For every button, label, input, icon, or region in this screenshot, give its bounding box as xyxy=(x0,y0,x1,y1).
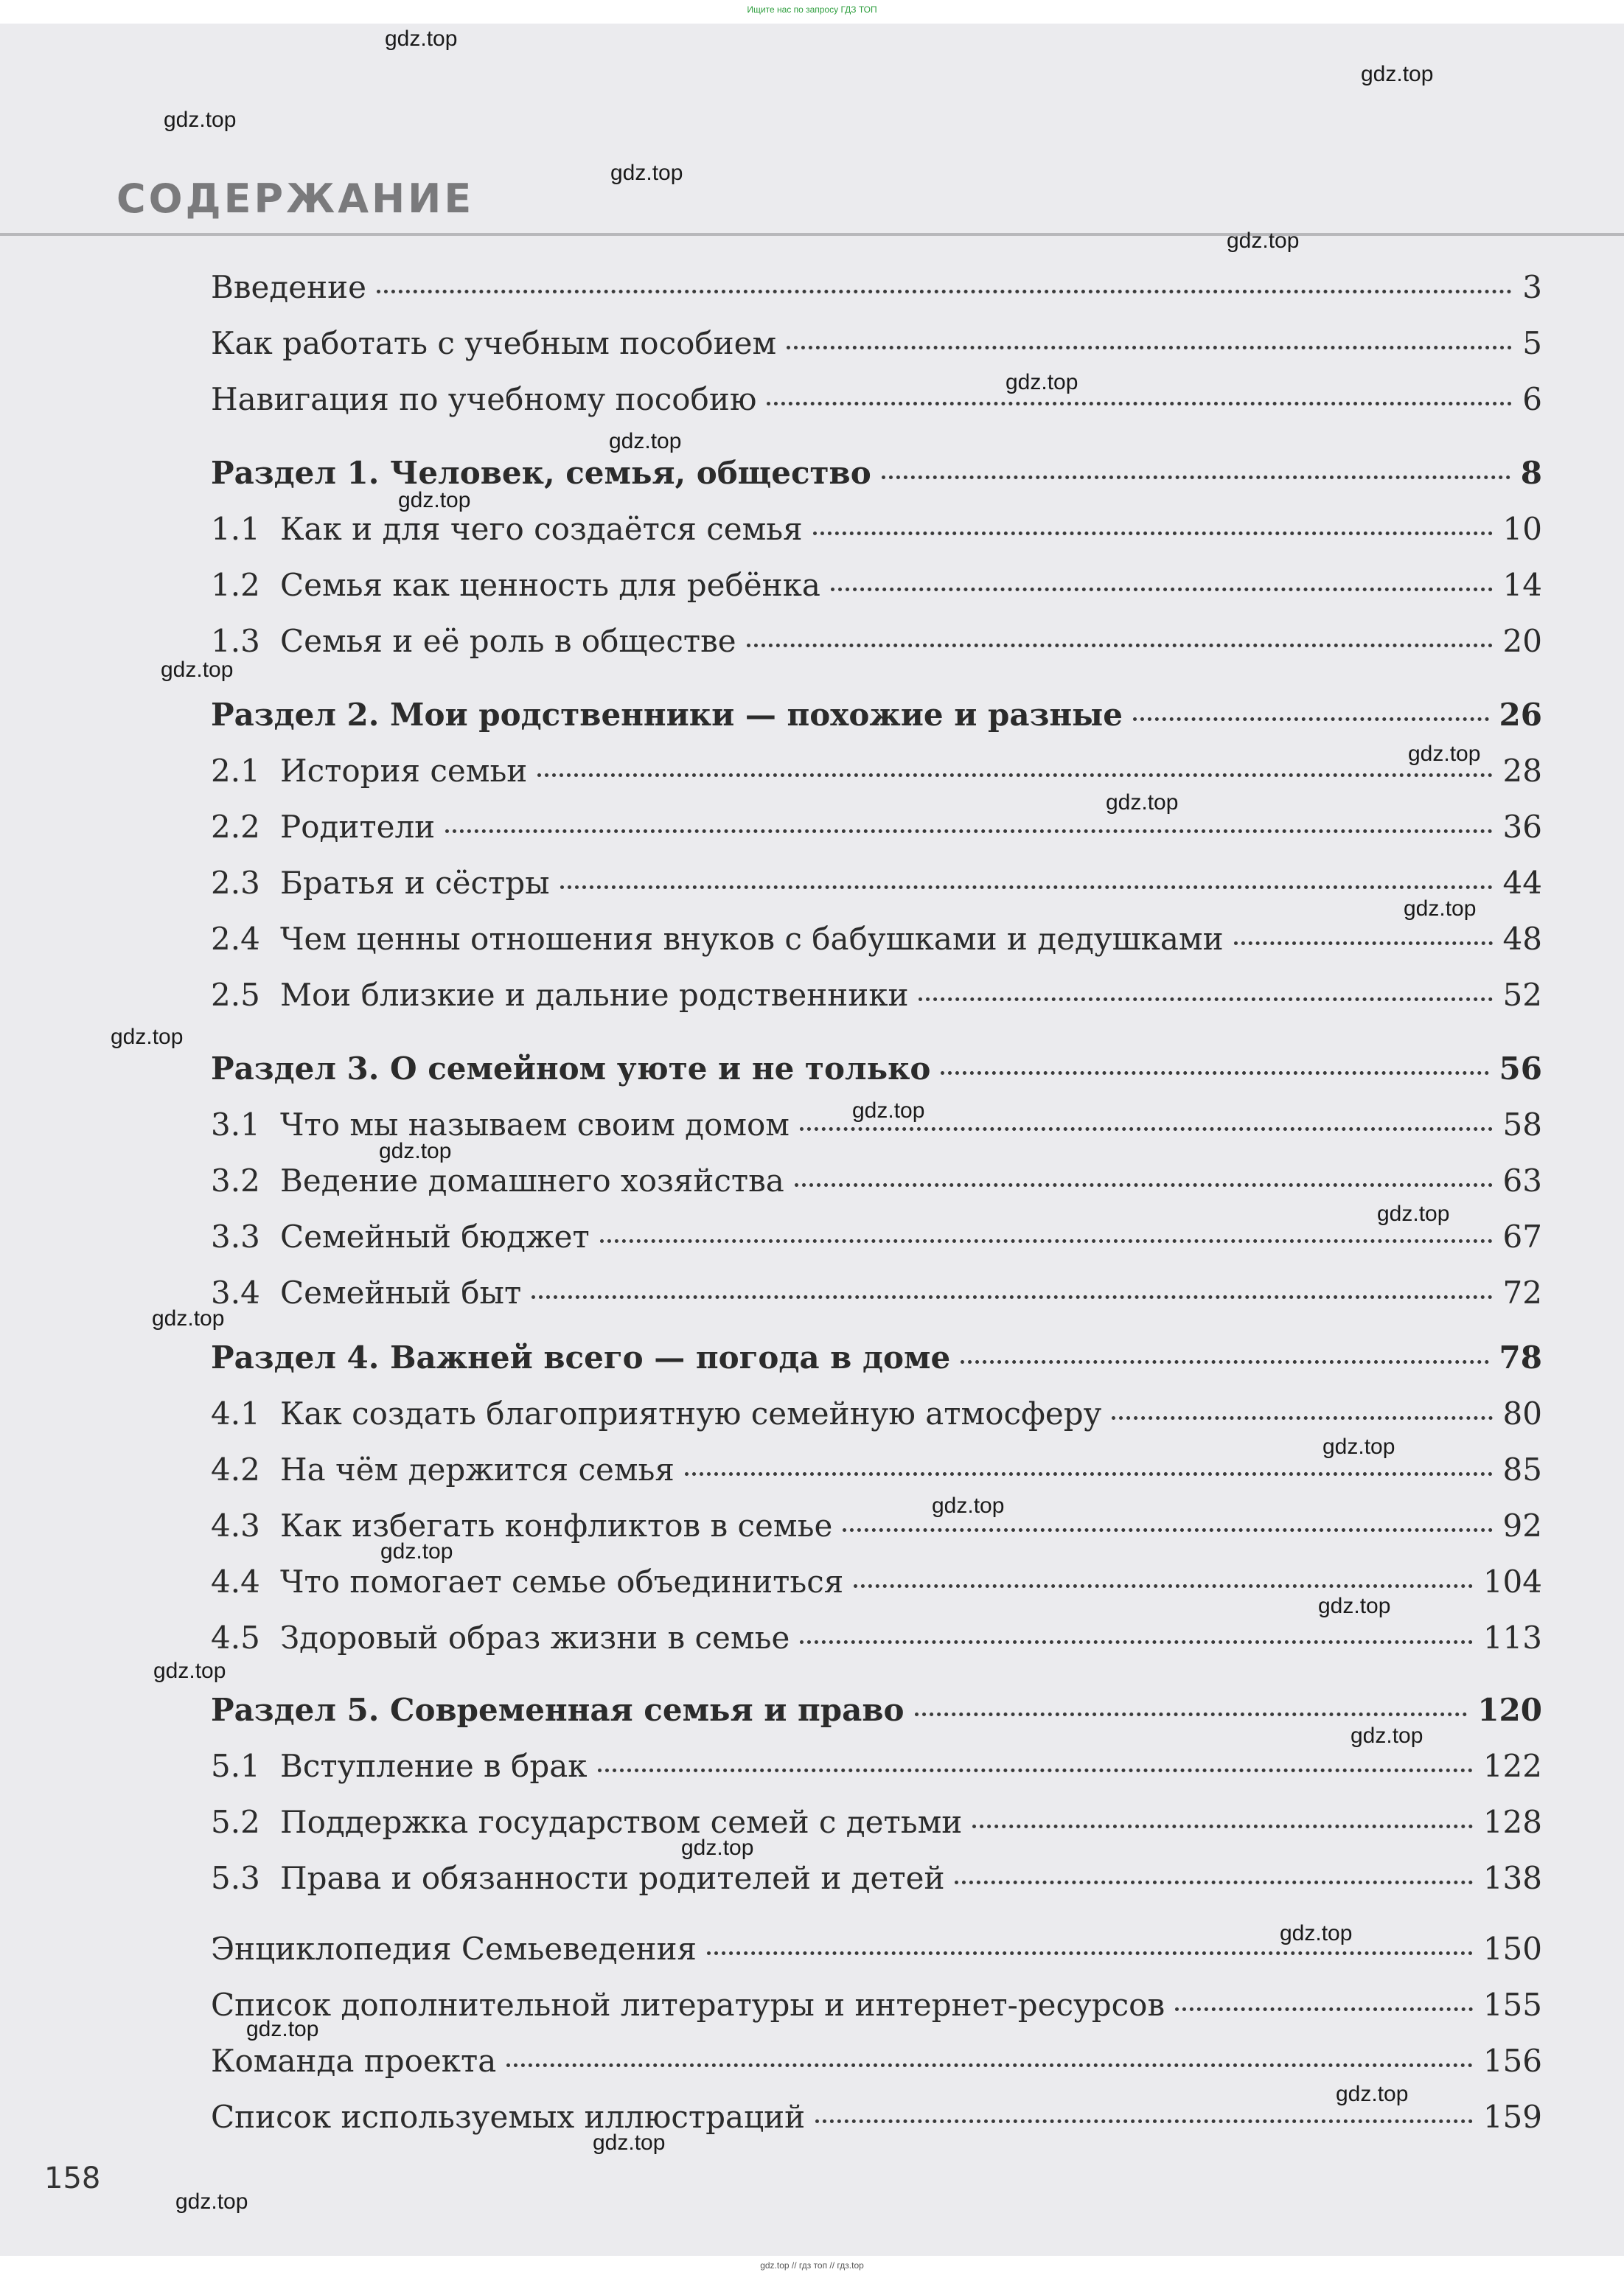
toc-dot-leader xyxy=(537,773,1492,777)
toc-item-number: 5.1 xyxy=(211,1748,260,1784)
toc-item-page: 44 xyxy=(1502,865,1542,901)
toc-item-title: Как работать с учебным пособием xyxy=(211,325,777,361)
toc-item-number: 2.3 xyxy=(211,865,260,901)
toc-item-number: 2.5 xyxy=(211,977,260,1013)
toc-item-title: Семейный быт xyxy=(280,1275,522,1311)
toc-item-title: Поддержка государством семей с детьми xyxy=(280,1804,963,1840)
toc-item-page: 63 xyxy=(1502,1163,1542,1199)
watermark: gdz.top xyxy=(111,1025,184,1049)
toc-dot-leader xyxy=(955,1881,1472,1884)
toc-item-page: 56 xyxy=(1499,1051,1542,1087)
toc-dot-leader xyxy=(919,997,1492,1001)
toc-dot-leader xyxy=(843,1528,1492,1532)
watermark: gdz.top xyxy=(1377,1202,1450,1226)
toc-dot-leader xyxy=(1112,1416,1492,1420)
toc-item-title: Родители xyxy=(280,809,436,845)
toc-item-page: 67 xyxy=(1502,1219,1542,1255)
toc-item-page: 3 xyxy=(1522,269,1542,305)
toc-dot-leader xyxy=(1133,717,1489,721)
watermark: gdz.top xyxy=(1351,1724,1423,1748)
watermark: gdz.top xyxy=(246,2017,319,2041)
toc-item-page: 36 xyxy=(1502,809,1542,845)
watermark: gdz.top xyxy=(681,1836,754,1860)
toc-dot-leader xyxy=(854,1584,1473,1588)
toc-row xyxy=(211,1271,1542,1315)
toc-dot-leader xyxy=(800,1127,1493,1131)
watermark: gdz.top xyxy=(161,658,234,682)
toc-row xyxy=(211,2039,1542,2083)
toc-item-title: Раздел 4. Важней всего — погода в доме xyxy=(211,1339,951,1376)
toc-row xyxy=(211,973,1542,1017)
toc-item-title: История семьи xyxy=(280,753,528,789)
toc-item-title: Семейный бюджет xyxy=(280,1219,590,1255)
toc-dot-leader xyxy=(800,1640,1473,1644)
toc-item-page: 156 xyxy=(1482,2043,1542,2079)
watermark: gdz.top xyxy=(593,2131,666,2155)
toc-item-title: Здоровый образ жизни в семье xyxy=(280,1620,790,1656)
toc-item-title: Что мы называем своим домом xyxy=(280,1107,790,1143)
bottom-note: gdz.top // гдз топ // гдз.top xyxy=(760,2260,864,2271)
toc-dot-leader xyxy=(707,1951,1473,1955)
watermark: gdz.top xyxy=(1006,370,1078,394)
watermark: gdz.top xyxy=(379,1139,452,1163)
toc-item-title: Энциклопедия Семьеведения xyxy=(211,1931,697,1967)
watermark: gdz.top xyxy=(609,429,682,453)
toc-item-number: 4.5 xyxy=(211,1620,260,1656)
toc-item-number: 3.4 xyxy=(211,1275,260,1311)
toc-item-number: 4.1 xyxy=(211,1396,260,1432)
toc-row xyxy=(211,1215,1542,1259)
watermark: gdz.top xyxy=(1106,790,1179,815)
toc-row xyxy=(211,563,1542,607)
toc-section-row xyxy=(211,1336,1542,1380)
toc-item-number: 4.4 xyxy=(211,1564,260,1600)
toc-item-page: 150 xyxy=(1482,1931,1542,1967)
toc-item-title: Семья и её роль в обществе xyxy=(280,623,736,659)
toc-item-title: Как избегать конфликтов в семье xyxy=(280,1508,833,1544)
toc-item-page: 14 xyxy=(1502,567,1542,603)
toc-item-title: Вступление в брак xyxy=(280,1748,588,1784)
toc-item-number: 1.2 xyxy=(211,567,260,603)
toc-row xyxy=(211,1983,1542,2027)
watermark: gdz.top xyxy=(610,161,683,185)
toc-item-page: 8 xyxy=(1520,455,1542,491)
toc-row xyxy=(211,1744,1542,1788)
toc-item-title: Чем ценны отношения внуков с бабушками и дедушками xyxy=(280,921,1224,957)
toc-item-page: 20 xyxy=(1502,623,1542,659)
toc-item-title: Список дополнительной литературы и интернет-ресурсов xyxy=(211,1987,1165,2023)
watermark: gdz.top xyxy=(852,1098,925,1123)
toc-row xyxy=(211,619,1542,663)
toc-dot-leader xyxy=(560,885,1493,889)
toc-dot-leader xyxy=(600,1239,1493,1243)
toc-item-number: 2.4 xyxy=(211,921,260,957)
toc-dot-leader xyxy=(1234,941,1493,945)
watermark: gdz.top xyxy=(1404,896,1477,921)
toc-row xyxy=(211,1159,1542,1203)
toc-item-page: 104 xyxy=(1482,1564,1542,1600)
toc-dot-leader xyxy=(787,346,1512,349)
toc-dot-leader xyxy=(831,588,1493,591)
toc-item-page: 80 xyxy=(1502,1396,1542,1432)
toc-item-number: 4.2 xyxy=(211,1452,260,1488)
toc-item-title: Раздел 5. Современная семья и право xyxy=(211,1692,905,1728)
watermark: gdz.top xyxy=(932,1494,1005,1518)
watermark: gdz.top xyxy=(152,1306,225,1331)
toc-item-number: 3.2 xyxy=(211,1163,260,1199)
watermark: gdz.top xyxy=(1280,1921,1353,1945)
watermark: gdz.top xyxy=(164,108,237,132)
toc-item-page: 72 xyxy=(1502,1275,1542,1311)
toc-item-title: Введение xyxy=(211,269,366,305)
toc-row xyxy=(211,377,1542,422)
toc-item-title: Раздел 2. Мои родственники — похожие и разные xyxy=(211,697,1123,733)
toc-dot-leader xyxy=(1175,2007,1473,2011)
toc-row xyxy=(211,805,1542,849)
toc-item-number: 1.1 xyxy=(211,511,260,547)
toc-dot-leader xyxy=(813,532,1493,535)
toc-row xyxy=(211,861,1542,905)
watermark: gdz.top xyxy=(1361,62,1434,86)
toc-item-page: 120 xyxy=(1477,1692,1542,1728)
toc-section-row xyxy=(211,1688,1542,1732)
toc-row xyxy=(211,1800,1542,1844)
toc-item-number: 3.3 xyxy=(211,1219,260,1255)
page-number: 158 xyxy=(44,2161,101,2195)
toc-dot-leader xyxy=(767,402,1512,405)
toc-item-title: Мои близкие и дальние родственники xyxy=(280,977,909,1013)
toc-item-number: 4.3 xyxy=(211,1508,260,1544)
toc-item-page: 92 xyxy=(1502,1508,1542,1544)
toc-item-title: Раздел 1. Человек, семья, общество xyxy=(211,455,871,491)
toc-dot-leader xyxy=(815,2119,1473,2123)
toc-item-page: 85 xyxy=(1502,1452,1542,1488)
toc-item-title: Что помогает семье объединиться xyxy=(280,1564,844,1600)
toc-row xyxy=(211,507,1542,551)
toc-item-page: 159 xyxy=(1482,2099,1542,2135)
toc-section-row xyxy=(211,693,1542,737)
watermark: gdz.top xyxy=(1408,742,1481,766)
toc-item-page: 155 xyxy=(1482,1987,1542,2023)
toc-dot-leader xyxy=(445,829,1492,833)
toc-item-page: 113 xyxy=(1482,1620,1542,1656)
toc-item-page: 28 xyxy=(1502,753,1542,789)
toc-dot-leader xyxy=(915,1713,1468,1716)
toc-item-title: Права и обязанности родителей и детей xyxy=(280,1860,945,1896)
watermark: gdz.top xyxy=(398,488,471,512)
toc-row xyxy=(211,1392,1542,1436)
toc-item-page: 58 xyxy=(1502,1107,1542,1143)
toc-item-title: Братья и сёстры xyxy=(280,865,550,901)
toc-item-number: 2.1 xyxy=(211,753,260,789)
toc-item-page: 26 xyxy=(1499,697,1542,733)
toc-row xyxy=(211,265,1542,310)
toc-dot-leader xyxy=(882,475,1510,479)
toc-item-number: 1.3 xyxy=(211,623,260,659)
watermark: gdz.top xyxy=(1322,1435,1395,1459)
toc-item-title: Раздел 3. О семейном уюте и не только xyxy=(211,1051,931,1087)
toc-dot-leader xyxy=(747,644,1493,647)
toc-item-title: Как и для чего создаётся семья xyxy=(280,511,803,547)
toc-item-number: 2.2 xyxy=(211,809,260,845)
watermark: gdz.top xyxy=(385,27,458,51)
toc-item-page: 122 xyxy=(1482,1748,1542,1784)
toc-dot-leader xyxy=(941,1071,1488,1075)
watermark: gdz.top xyxy=(1227,229,1300,253)
watermark: gdz.top xyxy=(380,1539,453,1564)
toc-item-title: Навигация по учебному пособию xyxy=(211,381,757,417)
toc-item-page: 5 xyxy=(1522,325,1542,361)
toc-row xyxy=(211,749,1542,793)
toc-row xyxy=(211,917,1542,961)
toc-dot-leader xyxy=(961,1360,1488,1364)
toc-item-page: 6 xyxy=(1522,381,1542,417)
toc-item-page: 138 xyxy=(1482,1860,1542,1896)
toc-item-page: 10 xyxy=(1502,511,1542,547)
toc-item-page: 48 xyxy=(1502,921,1542,957)
watermark: gdz.top xyxy=(1336,2082,1409,2106)
page-title: СОДЕРЖАНИЕ xyxy=(116,175,475,222)
toc-item-title: Список используемых иллюстраций xyxy=(211,2099,806,2135)
toc-item-number: 3.1 xyxy=(211,1107,260,1143)
toc-row xyxy=(211,1856,1542,1901)
toc-section-row xyxy=(211,1047,1542,1091)
toc-item-page: 78 xyxy=(1499,1339,1542,1376)
watermark: gdz.top xyxy=(1318,1594,1391,1618)
toc-dot-leader xyxy=(532,1295,1492,1299)
toc-dot-leader xyxy=(685,1472,1493,1476)
toc-dot-leader xyxy=(795,1183,1493,1187)
top-note: Ищите нас по запросу ГДЗ ТОП xyxy=(747,4,877,15)
toc-dot-leader xyxy=(377,290,1512,293)
toc-item-page: 52 xyxy=(1502,977,1542,1013)
watermark: gdz.top xyxy=(175,2189,248,2214)
toc-item-title: Семья как ценность для ребёнка xyxy=(280,567,820,603)
toc-item-title: Команда проекта xyxy=(211,2043,497,2079)
toc-item-page: 128 xyxy=(1482,1804,1542,1840)
toc-dot-leader xyxy=(506,2063,1473,2067)
toc-row xyxy=(211,1616,1542,1660)
toc-item-number: 5.3 xyxy=(211,1860,260,1896)
toc-item-number: 5.2 xyxy=(211,1804,260,1840)
toc-dot-leader xyxy=(972,1825,1473,1828)
watermark: gdz.top xyxy=(153,1659,226,1683)
toc-dot-leader xyxy=(598,1769,1473,1772)
toc-item-title: Как создать благоприятную семейную атмосферу xyxy=(280,1396,1102,1432)
toc-row xyxy=(211,321,1542,366)
toc-item-title: Ведение домашнего хозяйства xyxy=(280,1163,784,1199)
toc-item-title: На чём держится семья xyxy=(280,1452,675,1488)
